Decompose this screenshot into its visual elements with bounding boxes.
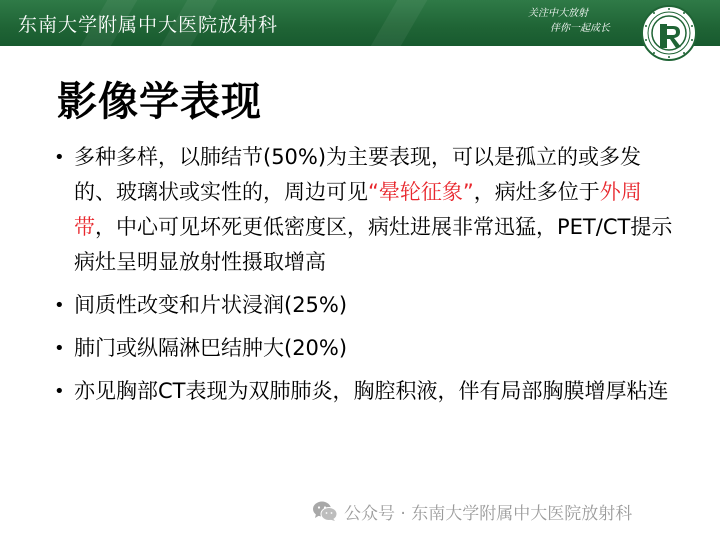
header-stripe [357, 0, 433, 46]
bullet-dot: • [54, 338, 65, 359]
highlight-halo-sign: “晕轮征象” [368, 180, 474, 204]
bullet-text: 亦见胸部CT表现为双肺肺炎，胸腔积液，伴有局部胸膜增厚粘连 [74, 379, 669, 403]
bullet-text: 间质性改变和片状浸润(25%) [74, 293, 348, 317]
header-slogan [528, 6, 610, 36]
bullet-item [52, 331, 682, 366]
bullet-dot: • [54, 147, 65, 168]
bullet-dot: • [54, 381, 65, 402]
wechat-icon [312, 500, 338, 522]
bullet-item [52, 140, 682, 280]
bullet-text: ，病灶多位于 [473, 180, 600, 204]
hospital-logo-icon [640, 4, 698, 62]
header-bar [0, 0, 720, 46]
header-title: 东南大学附属中大医院放射科 [18, 14, 279, 36]
bullet-text: 肺门或纵隔淋巴结肿大(20%) [74, 336, 348, 360]
slogan-line-2: 伴你一起成长 [550, 23, 610, 34]
bullet-text: ，中心可见坏死更低密度区，病灶进展非常迅猛，PET/CT提示病灶呈明显放射性摄取增高 [74, 215, 673, 274]
bullet-item [52, 288, 682, 323]
bullet-text: 多种多样，以肺结节(50%)为主要表现，可以是孤立的或多发的、玻璃状或实性的，周边可见 [74, 145, 642, 204]
bullet-list [52, 140, 682, 417]
watermark [312, 499, 632, 523]
bullet-item [52, 374, 682, 409]
watermark-text: 公众号 · 东南大学附属中大医院放射科 [344, 503, 633, 524]
slide-title: 影像学表现 [57, 79, 262, 125]
bullet-dot: • [54, 295, 65, 316]
highlight-peripheral-zone: 外周带 [74, 180, 642, 239]
slogan-line-1: 关注中大放射 [528, 8, 588, 19]
